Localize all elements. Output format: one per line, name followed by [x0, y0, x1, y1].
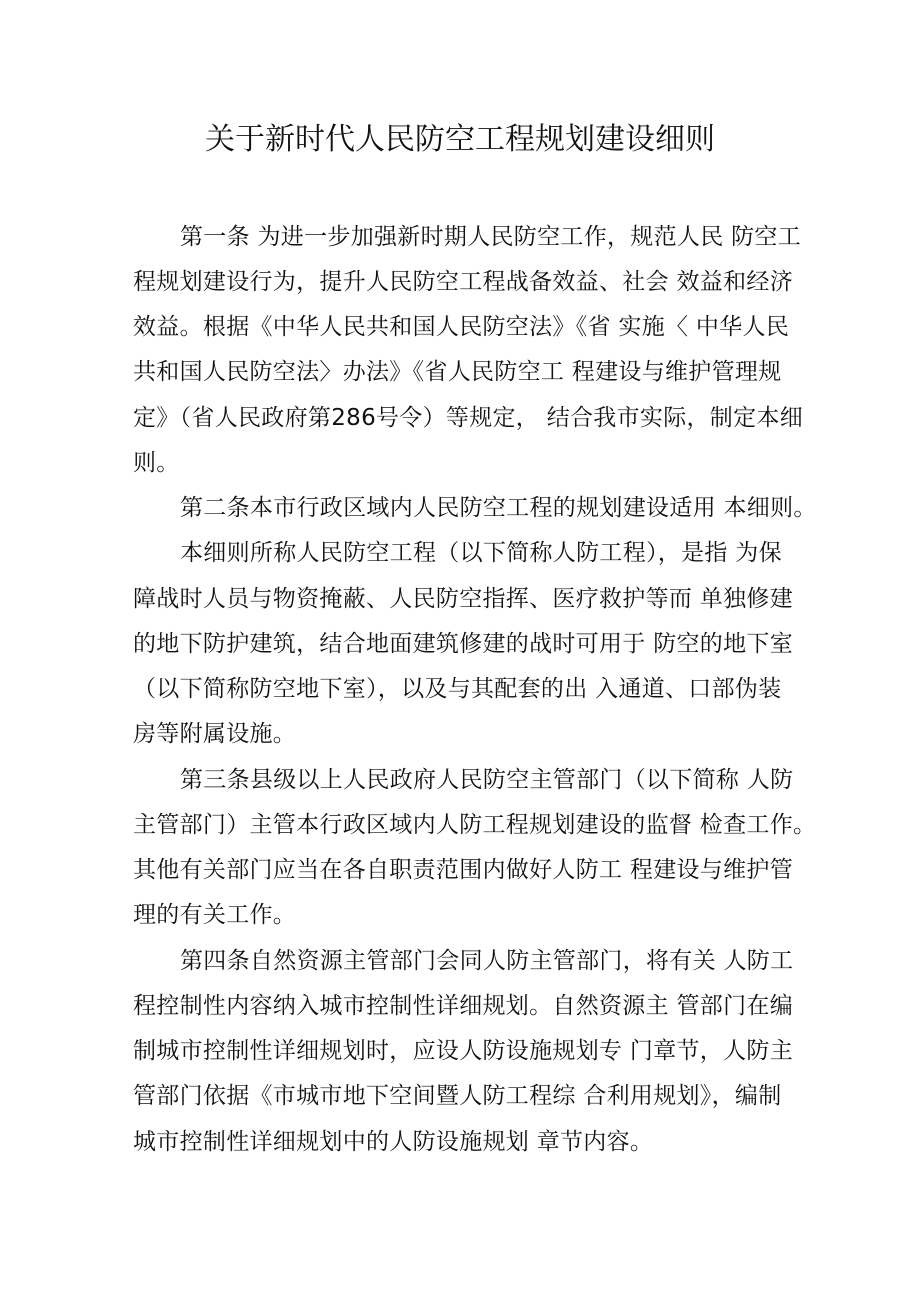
- paragraph-line: 共和国人民防空法〉办法》《省人民防空工 程建设与维护管理规: [133, 359, 782, 385]
- paragraph-line: 理的有关工作。: [133, 902, 297, 928]
- paragraph-line: 程控制性内容纳入城市控制性详细规划。自然资源主 管部门在编: [133, 993, 794, 1019]
- paragraph-line: 第四条自然资源主管部门会同人防主管部门，将有关 人防工: [180, 948, 794, 974]
- paragraph-line: 本细则所称人民防空工程（以下简称人防工程），是指 为保: [180, 540, 782, 566]
- paragraph-line: 则。: [133, 450, 180, 476]
- paragraph-line: （以下简称防空地下室），以及与其配套的出 入通道、口部伪装: [133, 676, 782, 702]
- paragraph-line: 障战时人员与物资掩蔽、人民防空指挥、医疗救护等而 单独修建: [133, 586, 794, 612]
- paragraph-line: 程规划建设行为，提升人民防空工程战备效益、社会 效益和经济: [133, 269, 794, 295]
- paragraph-line: 管部门依据《市城市地下空间暨人防工程综 合利用规划》，编制: [133, 1083, 782, 1109]
- paragraph-line: 第二条本市行政区域内人民防空工程的规划建设适用 本细则。: [180, 495, 817, 521]
- document-title: 关于新时代人民防空工程规划建设细则: [205, 122, 715, 157]
- paragraph-line: 制城市控制性详细规划时，应设人防设施规划专 门章节，人防主: [133, 1038, 794, 1064]
- paragraph-line: 主管部门）主管本行政区域内人防工程规划建设的监督 检查工作。: [133, 812, 817, 838]
- paragraph-line: 第三条县级以上人民政府人民防空主管部门（以下简称 人防: [180, 767, 794, 793]
- paragraph-line: 第一条 为进一步加强新时期人民防空工作，规范人民 防空工: [180, 224, 802, 250]
- paragraph-line: 其他有关部门应当在各自职责范围内做好人防工 程建设与维护管: [133, 857, 794, 883]
- paragraph-line: 定》（省人民政府第286号令）等规定， 结合我市实际，制定本细: [133, 405, 804, 431]
- paragraph-line: 效益。根据《中华人民共和国人民防空法》《省 实施〈 中华人民: [133, 314, 790, 340]
- paragraph-line: 的地下防护建筑，结合地面建筑修建的战时可用于 防空的地下室: [133, 631, 794, 657]
- paragraph-line: 城市控制性详细规划中的人防设施规划 章节内容。: [133, 1129, 654, 1155]
- paragraph-line: 房等附属设施。: [133, 721, 297, 747]
